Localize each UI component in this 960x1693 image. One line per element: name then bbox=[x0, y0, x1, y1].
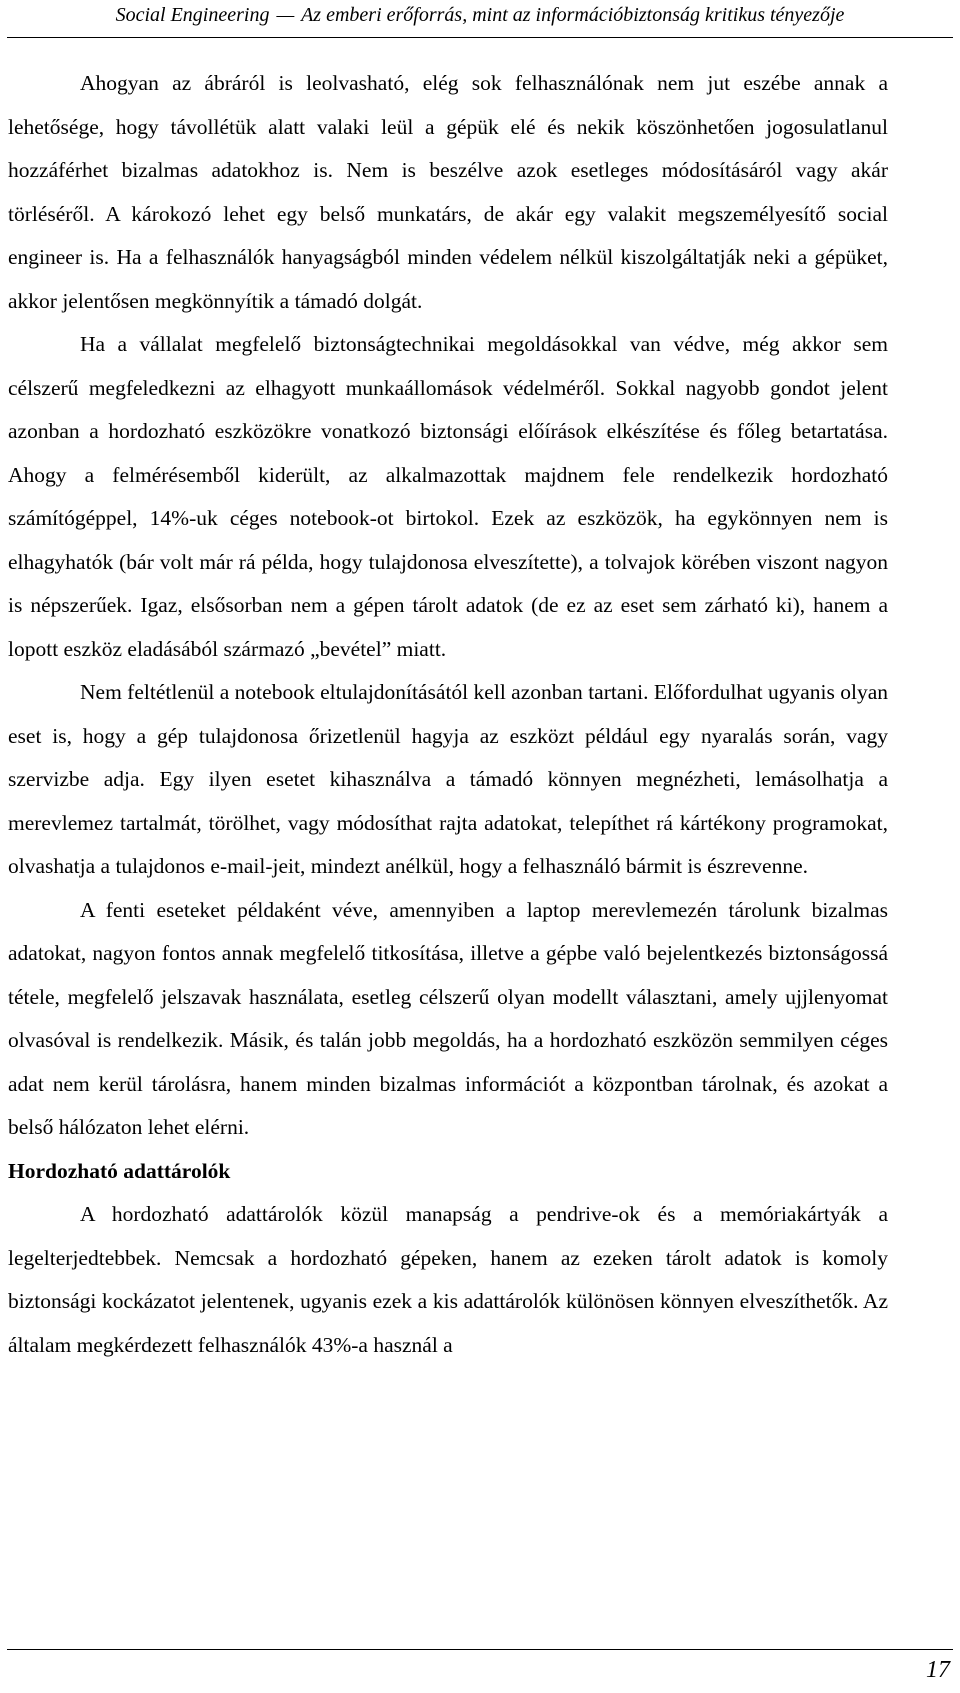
document-body bbox=[8, 62, 888, 1367]
page-number: 17 bbox=[926, 1657, 950, 1683]
header-title: Social Engineering bbox=[115, 4, 270, 26]
header-subtitle: Az emberi erőforrás, mint az információbiztonság kritikus tényezője bbox=[301, 4, 845, 26]
section-heading: Hordozható adattárolók bbox=[8, 1158, 231, 1183]
body-paragraph-2: Ha a vállalat megfelelő biztonságtechnikai megoldásokkal van védve, még akkor sem célszerű megfeledkezni az elhagyott munkaállomások védelméről. Sokkal nagyobb gondot jelent azonban a hordozható eszközökre vonatkozó biztonsági előírások elkészítése és főleg betartatása. Ahogy a felmérésemből kiderült, az alkalmazottak majdnem fele rendelkezik hordozható számítógéppel, 14%-uk céges notebook-ot birtokol. Ezek az eszközök, ha egykönnyen nem is elhagyhatók (bár volt már rá példa, hogy tulajdonosa elveszítette), a tolvajok körében viszont nagyon is népszerűek. Igaz, elsősorban nem a gépen tárolt adatok (de ez az eset sem zárható ki), hanem a lopott eszköz eladásából származó „bevétel” miatt. bbox=[8, 332, 888, 661]
page-header bbox=[0, 0, 960, 38]
header-divider bbox=[7, 37, 953, 38]
header-separator: — bbox=[276, 4, 295, 26]
section-paragraph: A hordozható adattárolók közül manapság a pendrive-ok és a memóriakártyák a legelterjedtebbek. Nemcsak a hordozható gépeken, hanem az ezeken tárolt adatok is komoly biztonsági kockázatot jelentenek, ugyanis ezek a kis adattárolók különösen könnyen elveszíthetők. Az általam megkérdezett felhasználók 43%-a használ a bbox=[8, 1202, 888, 1357]
body-paragraph-3: Nem feltétlenül a notebook eltulajdonításától kell azonban tartani. Előfordulhat ugyanis olyan eset is, hogy a gép tulajdonosa őrizetlenül hagyja az eszközt például egy nyaralás során, vagy szervizbe adja. Egy ilyen esetet kihasználva a támadó könnyen megnézheti, lemásolhatja a merevlemez tartalmát, törölhet, vagy módosíthat rajta adatokat, telepíthet rá kártékony programokat, olvashatja a tulajdonos e-mail-jeit, mindezt anélkül, hogy a felhasználó bármit is észrevenne. bbox=[8, 680, 888, 878]
body-paragraph-1: Ahogyan az ábráról is leolvasható, elég sok felhasználónak nem jut eszébe annak a lehetősége, hogy távollétük alatt valaki leül a gépük elé és nekik köszönhetően jogosulatlanul hozzáférhet bizalmas adatokhoz is. Nem is beszélve azok esetleges módosításáról vagy akár törléséről. A károkozó lehet egy belső munkatárs, de akár egy valakit megszemélyesítő social engineer is. Ha a felhasználók hanyagságból minden védelem nélkül kiszolgáltatják neki a gépüket, akkor jelentősen megkönnyítik a támadó dolgát. bbox=[8, 71, 888, 313]
body-paragraph-4: A fenti eseteket példaként véve, amennyiben a laptop merevlemezén tárolunk bizalmas adatokat, nagyon fontos annak megfelelő titkosítása, illetve a gépbe való bejelentkezés biztonságossá tétele, megfelelő jelszavak használata, esetleg célszerű olyan modellt választani, amely ujjlenyomat olvasóval is rendelkezik. Másik, és talán jobb megoldás, ha a hordozható eszközön semmilyen céges adat nem kerül tárolásra, hanem minden bizalmas információt a központban tárolnak, és azokat a belső hálózaton lehet elérni. bbox=[8, 897, 888, 1139]
footer-divider bbox=[7, 1649, 953, 1650]
